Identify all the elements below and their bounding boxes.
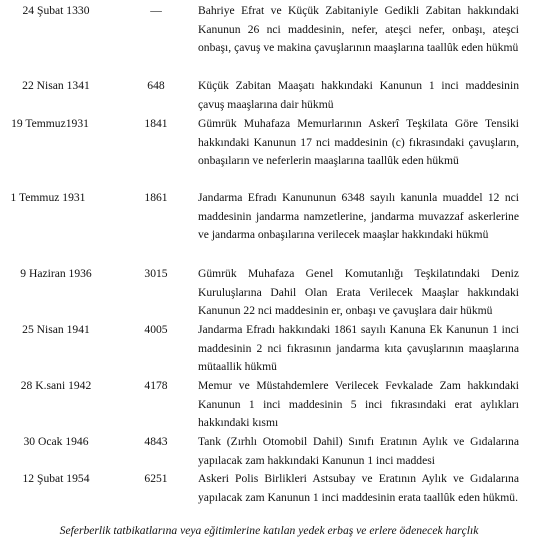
law-number: 4178 — [144, 379, 168, 392]
law-date: 28 K.sani 1942 — [20, 379, 92, 392]
law-description: Bahriye Efrat ve Küçük Zabitaniyle Gedikli Zabitan hakkındaki Kanunun 26 nci maddesinin, nefer, ateşci nefer, onbaşı, ateşci onbaşı, çavuş ve makina çavuşlarının maaşlarına taallûk eden hükmü — [198, 4, 519, 55]
law-description: Jandarma Efradı Kanununun 6348 sayılı kanunla muaddel 12 nci maddesinin jandarma namzetlerine, jandarma muvazzaf askerlerine ve jandarma onbaşılarına verilecek maaşlar hakkındaki hükmü — [198, 191, 519, 242]
law-description: Gümrük Muhafaza Memurlarının Askerî Teşkilata Göre Tensiki hakkındaki Kanunun 17 nci maddesinin (c) fıkrasındaki çavuşların, onbaşıların ve neferlerin maaşlarına taallûk eden hükmü — [198, 117, 519, 168]
law-number: 1841 — [144, 117, 168, 130]
law-description: Askeri Polis Birlikleri Astsubay ve Eratının Aylık ve Gıdalarına yapılacak zam Kanunun 1 inci maddesinin erata taallûk eden hükmü. — [198, 472, 519, 504]
law-number: 6251 — [144, 472, 168, 485]
law-date: 24 Şubat 1330 — [22, 4, 90, 17]
law-description: Tank (Zırhlı Otomobil Dahil) Sınıfı Eratının Aylık ve Gıdalarına yapılacak zam hakkındaki Kanunun 1 inci maddesi — [198, 435, 519, 467]
law-number: 1861 — [144, 191, 168, 204]
law-number: 4005 — [144, 323, 168, 336]
law-date: 12 Şubat 1954 — [22, 472, 90, 485]
law-date: 30 Ocak 1946 — [23, 435, 89, 448]
law-description: Jandarma Efradı hakkındaki 1861 sayılı Kanuna Ek Kanunun 1 inci maddesinin 2 nci fıkrasının jandarma kıta çavuşlarının maaşlarına mütaallik hükmü — [198, 323, 519, 374]
law-description: Memur ve Müstahdemlere Verilecek Fevkalade Zam hakkındaki Kanunun 1 inci maddesinin 5 inci fıkrasındaki erat aylıkları hakkındaki kısmı — [198, 379, 519, 430]
law-date: 22 Nisan 1341 — [22, 79, 90, 92]
section-heading: Seferberlik tatbikatlarına veya eğitimlerine katılan yedek erbaş ve erlere ödenecek harçlık — [59, 524, 479, 537]
law-description: Küçük Zabitan Maaşatı hakkındaki Kanunun 1 inci maddesinin çavuş maaşlarına dair hükmü — [198, 79, 519, 111]
law-number: — — [150, 4, 162, 17]
law-number: 3015 — [144, 267, 168, 280]
law-date: 19 Temmuz1931 — [11, 117, 89, 130]
law-date: 25 Nisan 1941 — [22, 323, 90, 336]
law-date: 1 Temmuz 1931 — [10, 191, 86, 204]
law-number: 648 — [147, 79, 165, 92]
law-date: 9 Haziran 1936 — [20, 267, 92, 280]
law-description: Gümrük Muhafaza Genel Komutanlığı Teşkilatındaki Deniz Kuruluşlarına Dahil Olan Erata Verilecek Maaşlar hakkındaki Kanunun 22 nci maddesinin er, onbaşı ve çavuşlara dair hükmü — [198, 267, 519, 318]
law-number: 4843 — [144, 435, 168, 448]
